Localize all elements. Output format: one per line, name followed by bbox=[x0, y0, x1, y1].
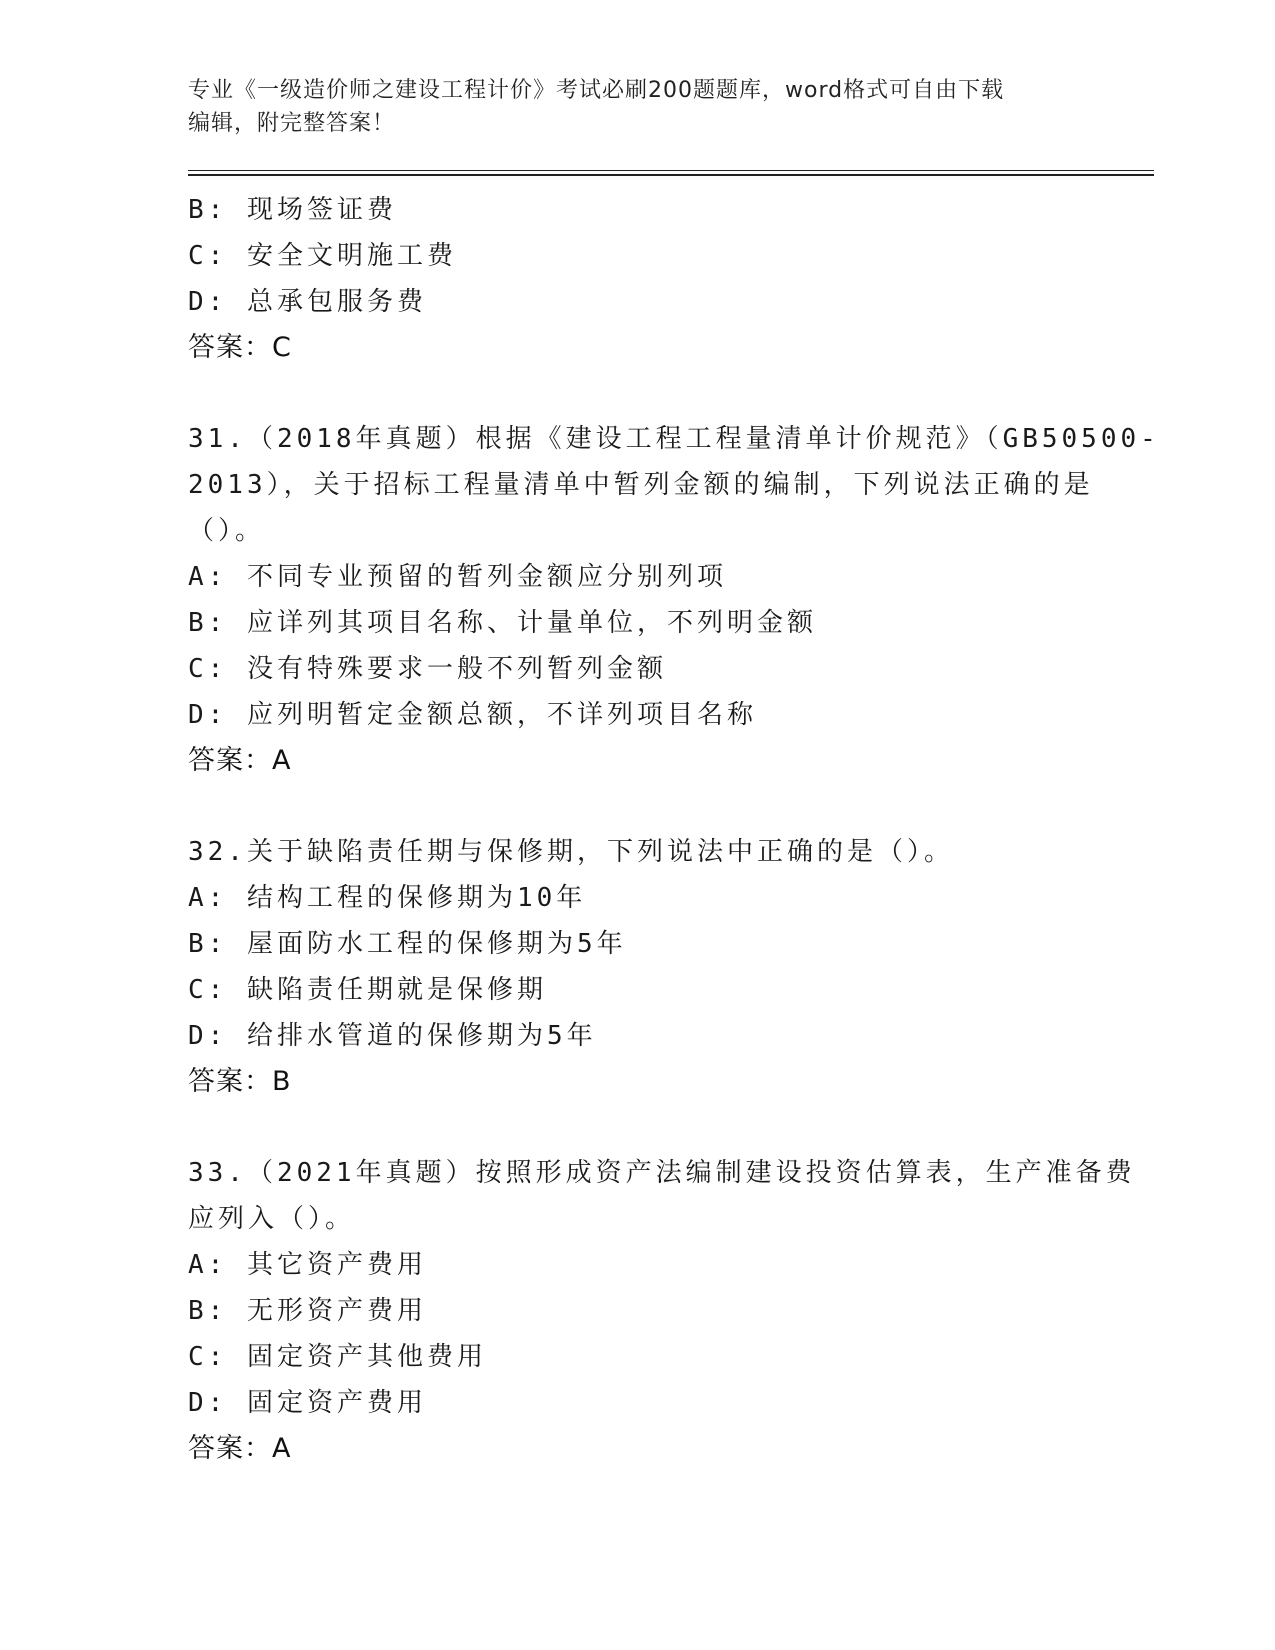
option-a: A: 结构工程的保修期为10年 bbox=[188, 883, 587, 913]
option-d: D: 应列明暂定金额总额，不详列项目名称 bbox=[188, 700, 757, 730]
header-rule-thin bbox=[188, 170, 1154, 171]
question-32 bbox=[188, 829, 1088, 1105]
header-rule-thick bbox=[188, 174, 1154, 176]
option-b: B: 无形资产费用 bbox=[188, 1296, 427, 1326]
option-c: C: 缺陷责任期就是保修期 bbox=[188, 975, 547, 1005]
question-stem-line: 32.关于缺陷责任期与保修期，下列说法中正确的是（）。 bbox=[188, 837, 954, 867]
option-b: B: 屋面防水工程的保修期为5年 bbox=[188, 929, 627, 959]
question-stem-line: 31.（2018年真题）根据《建设工程工程量清单计价规范》（GB50500- bbox=[188, 424, 1160, 454]
document-header bbox=[188, 74, 1088, 140]
option-d: D: 给排水管道的保修期为5年 bbox=[188, 1021, 597, 1051]
option-b: B: 应详列其项目名称、计量单位，不列明金额 bbox=[188, 608, 817, 638]
question-31 bbox=[188, 416, 1160, 784]
header-line-2: 编辑，附完整答案！ bbox=[188, 111, 396, 136]
answer-label: 答案：B bbox=[188, 1066, 292, 1097]
question-content bbox=[188, 187, 1160, 1472]
question-stem-line: （）。 bbox=[188, 516, 266, 546]
option-c: C: 固定资产其他费用 bbox=[188, 1342, 487, 1372]
option-a: A: 不同专业预留的暂列金额应分别列项 bbox=[188, 562, 727, 592]
option-b: B: 现场签证费 bbox=[188, 195, 397, 225]
option-d: D: 固定资产费用 bbox=[188, 1388, 427, 1418]
option-c: C: 没有特殊要求一般不列暂列金额 bbox=[188, 654, 667, 684]
answer-label: 答案：C bbox=[188, 332, 292, 363]
option-c: C: 安全文明施工费 bbox=[188, 241, 457, 271]
option-d: D: 总承包服务费 bbox=[188, 287, 427, 317]
header-line-1: 专业《一级造价师之建设工程计价》考试必刷200题题库，word格式可自由下载 bbox=[188, 78, 1005, 103]
question-stem-line: 2013），关于招标工程量清单中暂列金额的编制，下列说法正确的是 bbox=[188, 470, 1094, 500]
option-a: A: 其它资产费用 bbox=[188, 1250, 427, 1280]
question-30-continued bbox=[188, 187, 1088, 371]
question-stem-line: 33.（2021年真题）按照形成资产法编制建设投资估算表，生产准备费 bbox=[188, 1158, 1136, 1188]
answer-label: 答案：A bbox=[188, 745, 292, 776]
answer-label: 答案：A bbox=[188, 1433, 292, 1464]
question-33 bbox=[188, 1150, 1136, 1472]
question-stem-line: 应列入（）。 bbox=[188, 1204, 356, 1234]
